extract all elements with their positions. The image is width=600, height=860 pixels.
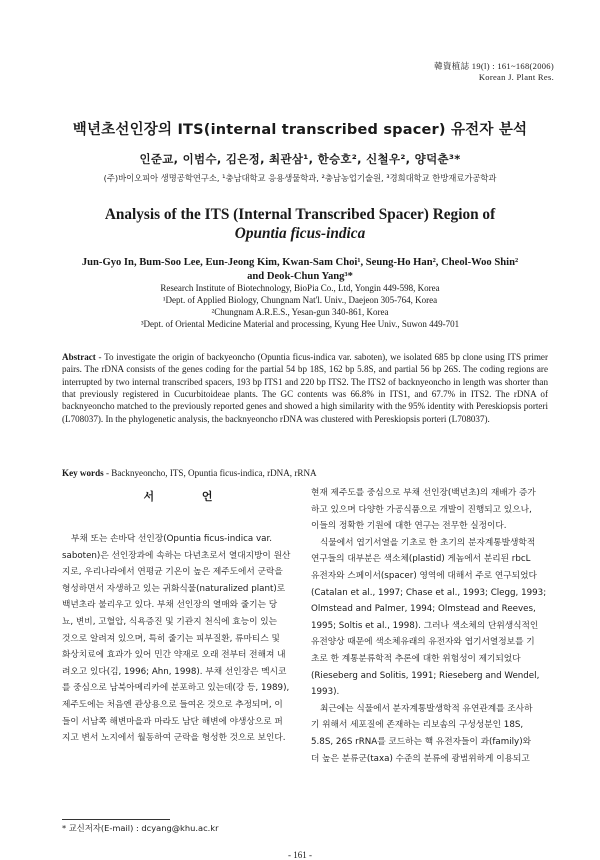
section-title: 서 언 [143, 490, 235, 503]
text-line: 식물에서 엽기서열을 기초로 한 초기의 분자계통발생학적 [320, 537, 536, 548]
footnote-divider [62, 819, 170, 820]
text-line: 뇨, 변비, 고혈압, 식욕증진 및 기관지 천식에 효능이 있는 [62, 616, 278, 627]
text-line: 유전양상 때문에 색소체유래의 유전자와 엽기서열정보를 기 [311, 637, 535, 648]
english-title-line1: Analysis of the ITS (Internal Transcribed Spacer) Region of [104, 206, 496, 223]
text-line: 더 높은 분류군(taxa) 수준의 분류에 광범위하게 이용되고 [311, 753, 530, 764]
journal-citation-line1: 韓資植誌 19(l) : 161~168(2006) [434, 61, 554, 71]
english-authors-line1: Jun-Gyo In, Bum-Soo Lee, Eun-Jeong Kim, Kwan-Sam Choi¹, Seung-Ho Han², Cheol-Woo Shin² [81, 257, 519, 268]
text-line: 부채 또는 손바닥 선인장(Opuntia ficus-indica var. [71, 534, 272, 544]
text-line: 유전자와 스페이서(spacer) 영역에 대해서 주로 연구되었다 [311, 570, 537, 581]
text-line: 이들의 정확한 기원에 대한 연구는 전무한 실정이다. [311, 521, 507, 532]
text-line: 백년초라 불리우고 있다. 부채 선인장의 열매와 줄기는 당 [62, 600, 278, 611]
abstract-label: Abstract [62, 352, 96, 362]
english-authors [0, 256, 600, 284]
keywords-label: Key words [62, 468, 104, 478]
text-line: 화상치료에 효과가 있어 민간 약재로 오래 전부터 전해져 내 [62, 650, 286, 661]
text-line: 하고 있으며 다양한 가공식품으로 개발이 진행되고 있으나, [311, 504, 532, 515]
text-line: 려오고 있다(김, 1996; Ahn, 1998). 부채 선인장은 멕시코 [62, 666, 287, 677]
affiliation-line: ²Chungnam A.R.E.S., Yesan-gun 340-861, Korea [211, 307, 389, 317]
text-line: 기 위해서 세포질에 존재하는 리보솜의 구성성분인 18S, [311, 720, 524, 731]
text-line: 1993). [311, 687, 340, 698]
keywords [62, 467, 548, 479]
korean-affiliations: (주)바이오피아 생명공학연구소, ¹충남대학교 응용생물학과, ²충남농업기술원, ³경희대학교 한방재료가공학과 [103, 173, 497, 183]
left-column [62, 531, 294, 747]
text-line: 지로, 우리나라에서 연평균 기온이 높은 제주도에서 군락을 [62, 567, 283, 578]
text-line: 현재 제주도를 중심으로 부채 선인장(백년초)의 재배가 증가 [311, 488, 536, 498]
affiliation-line: ³Dept. of Oriental Medicine Material and processing, Kyung Hee Univ., Suwon 449-701 [140, 319, 460, 329]
abstract-text: - To investigate the origin of backyeoncho (Opuntia ficus-indica var. saboten), we isolated 685 bp clone using ITS primer pairs. The rDNA consists of the genes coding for the partial 54 bp 18S, 162 bp 5.8S, and partial 56 bp 26S. The coding regions are interrupted by two internal transcribed spacers, 193 bp ITS1 and 220 bp ITS2. The ITS2 of backnyeoncho in length was shorter than that previously registered in Cucurbitoideae plants. The GC contents was 66.8% in ITS1, and 67.7% in ITS2. The rDNA of backnyeoncho matched to the previously reported genes and showed a high similarity with the 95% identity with Pereskiopsis porteri (L708037). In the phylogenetic analysis, the backnyeoncho rDNA was clustered with Pereskiopsis porteri (L708037). [62, 352, 548, 424]
text-line: (Rieseberg and Solitis, 1991; Rieseberg and Wendel, [311, 670, 540, 681]
abstract [62, 351, 548, 425]
korean-title: 백년초선인장의 ITS(internal transcribed spacer) 유전자 분석 [72, 122, 528, 138]
text-line: 제주도에는 처음엔 관상용으로 들여온 것으로 추정되며, 이 [62, 699, 283, 710]
text-line: Olmstead and Palmer, 1994; Olmstead and Reeves, [311, 604, 536, 615]
text-line: 연구들의 대부분은 색소체(plastid) 게놈에서 분리된 rbcL [311, 554, 531, 565]
english-title [0, 205, 600, 243]
text-line: (Catalan et al., 1997; Chase et al., 1993; Clegg, 1993; [311, 587, 547, 598]
text-line: 지고 변서 노지에서 월동하여 군락을 형성한 것으로 보인다. [62, 733, 286, 744]
text-line: 를 중심으로 남북아메리카에 분포하고 있는데(강 등, 1989), [62, 683, 290, 694]
journal-citation [434, 61, 554, 83]
text-line: 초로 한 계통분류학적 추론에 대한 위험성이 제기되었다 [311, 653, 521, 664]
corresponding-author-footnote: * 교신저자(E-mail) : dcyang@khu.ac.kr [62, 823, 219, 833]
page-number: - 161 - [288, 850, 312, 860]
english-affiliations [0, 282, 600, 330]
text-line: 5.8S, 26S rRNA를 코드하는 핵 유전자들이 과(family)와 [311, 736, 531, 747]
affiliation-line: Research Institute of Biotechnology, BioPia Co., Ltd, Yongin 449-598, Korea [160, 283, 440, 293]
text-line: 들이 서남쪽 해변마을과 마라도 남단 해변에 야생상으로 퍼 [62, 716, 283, 727]
journal-citation-line2: Korean J. Plant Res. [478, 72, 554, 82]
text-line: 형성하면서 자생하고 있는 귀화식물(naturalized plant)로 [62, 583, 286, 594]
english-title-line2: Opuntia ficus-indica [234, 225, 366, 242]
keywords-text: - Backnyeoncho, ITS, Opuntia ficus-indica, rDNA, rRNA [103, 468, 317, 478]
affiliation-line: ¹Dept. of Applied Biology, Chungnam Nat'l. Univ., Daejeon 305-764, Korea [162, 295, 438, 305]
korean-authors: 인준교, 이범수, 김은정, 최관삼¹, 한승호², 신철우², 양덕춘³* [139, 152, 461, 166]
right-column [311, 485, 548, 767]
text-line: 1995; Soltis et al., 1998). 그러나 색소체의 단위생식적인 [311, 620, 539, 631]
text-line: 것으로 알려져 있으며, 특히 줄기는 피부질환, 류마티스 및 [62, 633, 280, 644]
text-line: saboten)은 선인장과에 속하는 다년초로서 열대지방이 원산 [62, 550, 291, 561]
english-authors-line2: and Deok-Chun Yang³* [247, 271, 353, 282]
text-line: 최근에는 식물에서 분자계통발생학적 유연관계를 조사하 [320, 703, 533, 714]
